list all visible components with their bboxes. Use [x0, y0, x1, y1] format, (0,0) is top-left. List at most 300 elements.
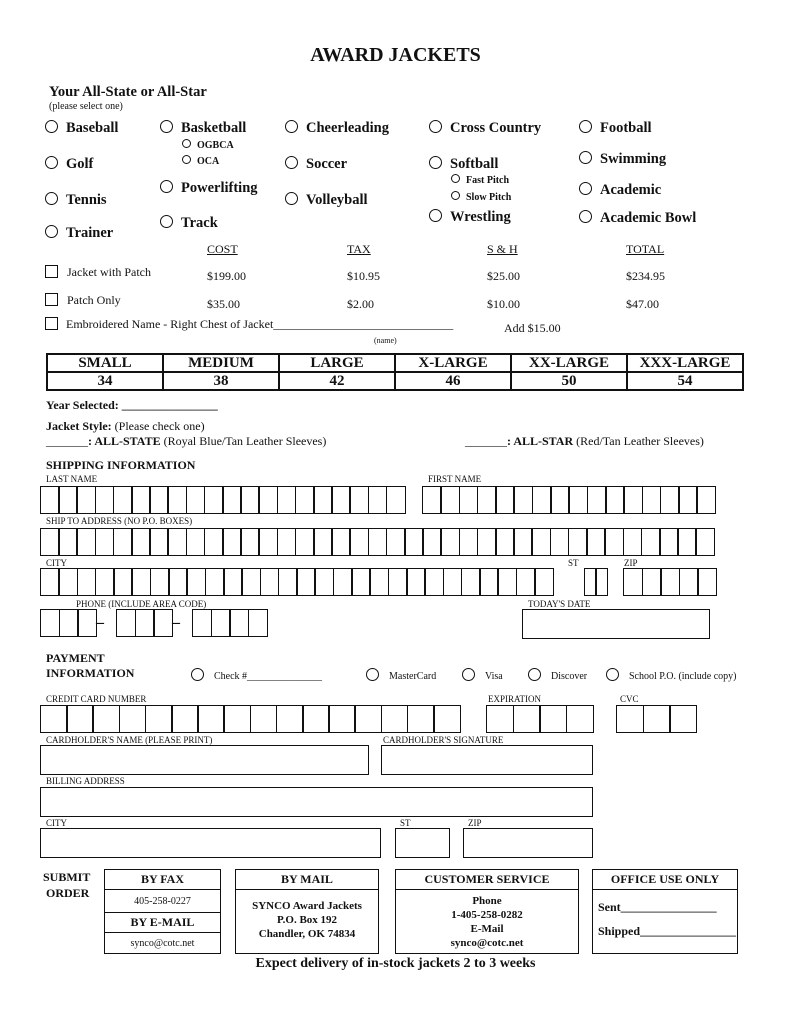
billing-address-label: BILLING ADDRESS: [46, 776, 125, 786]
size-large[interactable]: LARGE: [279, 354, 395, 372]
char-box[interactable]: [477, 486, 497, 514]
radio-icon[interactable]: [191, 668, 204, 681]
char-box[interactable]: [240, 528, 260, 556]
char-box[interactable]: [76, 528, 96, 556]
char-box[interactable]: [566, 705, 594, 733]
dash-icon: –: [96, 614, 104, 631]
radio-icon[interactable]: [45, 225, 58, 238]
char-box[interactable]: [513, 528, 533, 556]
char-box[interactable]: [40, 705, 68, 733]
char-box[interactable]: [302, 705, 330, 733]
char-box[interactable]: [204, 528, 224, 556]
by-fax-panel: [104, 869, 221, 954]
char-box[interactable]: [495, 528, 515, 556]
char-box[interactable]: [276, 705, 304, 733]
char-box[interactable]: [386, 528, 406, 556]
radio-icon[interactable]: [429, 120, 442, 133]
char-box[interactable]: [167, 486, 187, 514]
char-box[interactable]: [168, 568, 188, 596]
expiration-boxes[interactable]: [486, 705, 592, 733]
phone-number: 1-405-258-0282: [451, 909, 523, 921]
char-box[interactable]: [660, 568, 680, 596]
expiration-label: EXPIRATION: [488, 694, 541, 704]
payment-heading: PAYMENT: [46, 651, 105, 665]
size-number: 54: [627, 372, 743, 390]
char-box[interactable]: [386, 486, 406, 514]
char-box[interactable]: [59, 609, 79, 637]
option-wrestling[interactable]: Wrestling: [429, 209, 511, 226]
char-box[interactable]: [277, 486, 297, 514]
office-use-title: OFFICE USE ONLY: [593, 870, 737, 890]
option-basketball[interactable]: Basketball: [160, 120, 246, 137]
char-box[interactable]: [40, 486, 60, 514]
char-box[interactable]: [145, 705, 173, 733]
cardholder-signature-field[interactable]: [381, 745, 593, 775]
char-box[interactable]: [76, 486, 96, 514]
char-box[interactable]: [669, 705, 697, 733]
by-mail-title: BY MAIL: [236, 870, 378, 890]
by-fax-title: BY FAX: [105, 870, 220, 890]
char-box[interactable]: [349, 528, 369, 556]
size-number: 38: [163, 372, 279, 390]
radio-icon[interactable]: [606, 668, 619, 681]
char-box[interactable]: [205, 568, 225, 596]
jacket-cost: $199.00: [207, 269, 246, 283]
char-box[interactable]: [186, 528, 206, 556]
char-box[interactable]: [223, 705, 251, 733]
char-box[interactable]: [204, 486, 224, 514]
char-box[interactable]: [153, 609, 173, 637]
patch-tax: $2.00: [347, 297, 374, 311]
option-volleyball[interactable]: Volleyball: [285, 192, 368, 209]
dash-icon: –: [172, 614, 180, 631]
radio-icon[interactable]: [579, 210, 592, 223]
cvc-boxes[interactable]: [616, 705, 696, 733]
cardholder-name-field[interactable]: [40, 745, 369, 775]
char-box[interactable]: [95, 528, 115, 556]
email-label: E-Mail: [470, 923, 504, 935]
char-box[interactable]: [295, 486, 315, 514]
char-box[interactable]: [660, 486, 680, 514]
char-box[interactable]: [381, 705, 409, 733]
first-name-boxes[interactable]: [422, 486, 715, 514]
by-mail-panel: [235, 869, 379, 954]
char-box[interactable]: [222, 486, 242, 514]
char-box[interactable]: [211, 609, 231, 637]
jacket-with-patch-option[interactable]: Jacket with Patch: [45, 265, 151, 280]
char-box[interactable]: [440, 528, 460, 556]
char-box[interactable]: [422, 528, 442, 556]
char-box[interactable]: [604, 528, 624, 556]
char-box[interactable]: [135, 609, 155, 637]
char-box[interactable]: [313, 486, 333, 514]
header-tax: TAX: [347, 242, 371, 256]
char-box[interactable]: [113, 568, 133, 596]
size-number: 34: [47, 372, 163, 390]
char-box[interactable]: [422, 486, 442, 514]
phone-line-boxes[interactable]: [192, 609, 266, 637]
char-box[interactable]: [278, 568, 298, 596]
option-cross-country[interactable]: Cross Country: [429, 120, 541, 137]
char-box[interactable]: [333, 568, 353, 596]
option-powerlifting[interactable]: Powerlifting: [160, 180, 258, 197]
char-box[interactable]: [459, 486, 479, 514]
payment-heading-2: INFORMATION: [46, 666, 135, 680]
char-box[interactable]: [388, 568, 408, 596]
embroidered-price: Add $15.00: [504, 321, 561, 335]
char-box[interactable]: [539, 705, 567, 733]
char-box[interactable]: [66, 705, 94, 733]
char-box[interactable]: [241, 568, 261, 596]
patch-cost: $35.00: [207, 297, 240, 311]
radio-icon[interactable]: [160, 215, 173, 228]
char-box[interactable]: [513, 486, 533, 514]
radio-icon[interactable]: [579, 120, 592, 133]
size-table: [46, 353, 744, 391]
billing-state-field[interactable]: [395, 828, 450, 858]
option-slow-pitch[interactable]: Slow Pitch: [451, 191, 511, 203]
char-box[interactable]: [623, 528, 643, 556]
char-box[interactable]: [407, 705, 435, 733]
char-box[interactable]: [479, 568, 499, 596]
char-box[interactable]: [605, 486, 625, 514]
option-football[interactable]: Football: [579, 120, 652, 137]
size-xxx-large[interactable]: XXX-LARGE: [627, 354, 743, 372]
char-box[interactable]: [296, 568, 316, 596]
cvc-label: CVC: [620, 694, 639, 704]
char-box[interactable]: [568, 528, 588, 556]
option-fast-pitch[interactable]: Fast Pitch: [451, 174, 509, 186]
phone-area-boxes[interactable]: [40, 609, 96, 637]
address-label: SHIP TO ADDRESS (NO P.O. BOXES): [46, 516, 193, 526]
char-box[interactable]: [131, 528, 151, 556]
checkbox[interactable]: [45, 265, 58, 278]
radio-icon[interactable]: [160, 180, 173, 193]
fax-number: 405-258-0227: [134, 896, 191, 907]
char-box[interactable]: [150, 568, 170, 596]
billing-city-field[interactable]: [40, 828, 381, 858]
char-box[interactable]: [678, 486, 698, 514]
sent-field[interactable]: ________________: [620, 900, 717, 914]
all-star-option[interactable]: _______: ALL-STAR (Red/Tan Leather Sleeves): [465, 434, 704, 448]
all-state-field[interactable]: _______: [46, 434, 88, 448]
char-box[interactable]: [459, 528, 479, 556]
char-box[interactable]: [695, 528, 715, 556]
char-box[interactable]: [171, 705, 199, 733]
char-box[interactable]: [349, 486, 369, 514]
radio-icon[interactable]: [528, 668, 541, 681]
cardholder-signature-label: CARDHOLDER'S SIGNATURE: [383, 735, 504, 745]
char-box[interactable]: [116, 609, 136, 637]
char-box[interactable]: [77, 609, 97, 637]
radio-icon[interactable]: [579, 182, 592, 195]
char-box[interactable]: [697, 568, 717, 596]
char-box[interactable]: [477, 528, 497, 556]
by-email-title: BY E-MAIL: [105, 912, 220, 933]
char-box[interactable]: [167, 528, 187, 556]
option-academic[interactable]: Academic: [579, 182, 661, 199]
shipped-field[interactable]: ________________: [640, 924, 737, 938]
option-soccer[interactable]: Soccer: [285, 156, 347, 173]
char-box[interactable]: [433, 705, 461, 733]
char-box[interactable]: [531, 528, 551, 556]
char-box[interactable]: [513, 705, 541, 733]
char-box[interactable]: [58, 486, 78, 514]
pay-discover-option[interactable]: Discover: [528, 668, 587, 682]
option-cheerleading[interactable]: Cheerleading: [285, 120, 389, 137]
checkbox[interactable]: [45, 317, 58, 330]
char-box[interactable]: [113, 486, 133, 514]
header-sh: S & H: [487, 242, 518, 256]
option-tennis[interactable]: Tennis: [45, 192, 107, 209]
billing-zip-label: ZIP: [468, 818, 482, 828]
char-box[interactable]: [351, 568, 371, 596]
char-box[interactable]: [229, 609, 249, 637]
shipped-row: Shipped________________: [598, 924, 737, 938]
radio-icon[interactable]: [182, 155, 191, 164]
radio-icon[interactable]: [366, 668, 379, 681]
patch-total: $47.00: [626, 297, 659, 311]
char-box[interactable]: [258, 486, 278, 514]
option-baseball[interactable]: Baseball: [45, 120, 118, 137]
patch-only-option[interactable]: Patch Only: [45, 293, 121, 308]
radio-icon[interactable]: [429, 156, 442, 169]
header-cost: COST: [207, 242, 238, 256]
fax-email: synco@cotc.net: [130, 938, 195, 949]
char-box[interactable]: [186, 568, 206, 596]
zip-boxes[interactable]: [623, 568, 716, 596]
mail-line-1: SYNCO Award Jackets: [252, 900, 362, 912]
shipping-heading: SHIPPING INFORMATION: [46, 458, 196, 472]
office-use-panel: [592, 869, 738, 954]
char-box[interactable]: [113, 528, 133, 556]
size-number: 50: [511, 372, 627, 390]
char-box[interactable]: [223, 568, 243, 596]
radio-icon[interactable]: [429, 209, 442, 222]
zip-label: ZIP: [624, 558, 638, 568]
char-box[interactable]: [616, 705, 644, 733]
char-box[interactable]: [40, 528, 60, 556]
char-box[interactable]: [568, 486, 588, 514]
option-softball[interactable]: Softball: [429, 156, 498, 173]
char-box[interactable]: [92, 705, 120, 733]
last-name-label: LAST NAME: [46, 474, 98, 484]
option-golf[interactable]: Golf: [45, 156, 93, 173]
char-box[interactable]: [131, 486, 151, 514]
char-box[interactable]: [595, 568, 608, 596]
todays-date-field[interactable]: [522, 609, 710, 639]
embroidered-name-field[interactable]: ______________________________: [273, 317, 454, 331]
all-state-option[interactable]: _______: ALL-STATE (Royal Blue/Tan Leather Sleeves): [46, 434, 327, 448]
radio-icon[interactable]: [285, 120, 298, 133]
radio-icon[interactable]: [451, 191, 460, 200]
char-box[interactable]: [240, 486, 260, 514]
char-box[interactable]: [643, 705, 671, 733]
pay-check-option[interactable]: Check #_______________: [191, 668, 322, 682]
char-box[interactable]: [368, 528, 388, 556]
char-box[interactable]: [516, 568, 536, 596]
char-box[interactable]: [192, 609, 212, 637]
size-small[interactable]: SMALL: [47, 354, 163, 372]
first-name-label: FIRST NAME: [428, 474, 482, 484]
char-box[interactable]: [95, 486, 115, 514]
check-number-field[interactable]: _______________: [247, 671, 323, 682]
char-box[interactable]: [149, 486, 169, 514]
city-label: CITY: [46, 558, 67, 568]
city-boxes[interactable]: [40, 568, 552, 596]
char-box[interactable]: [131, 568, 151, 596]
size-x-large[interactable]: X-LARGE: [395, 354, 511, 372]
char-box[interactable]: [486, 705, 514, 733]
billing-st-label: ST: [400, 818, 411, 828]
char-box[interactable]: [550, 528, 570, 556]
char-box[interactable]: [497, 568, 517, 596]
char-box[interactable]: [248, 609, 268, 637]
selection-note: (please select one): [49, 101, 123, 112]
radio-icon[interactable]: [285, 192, 298, 205]
char-box[interactable]: [40, 568, 60, 596]
mail-line-2: P.O. Box 192: [276, 914, 338, 926]
radio-icon[interactable]: [579, 151, 592, 164]
char-box[interactable]: [641, 528, 661, 556]
char-box[interactable]: [95, 568, 115, 596]
billing-address-field[interactable]: [40, 787, 593, 817]
header-total: TOTAL: [626, 242, 665, 256]
radio-icon[interactable]: [462, 668, 475, 681]
selection-heading: Your All-State or All-Star: [49, 84, 207, 100]
char-box[interactable]: [696, 486, 716, 514]
card-number-boxes[interactable]: [40, 705, 459, 733]
char-box[interactable]: [532, 486, 552, 514]
option-ogbca[interactable]: OGBCA: [182, 139, 234, 151]
char-box[interactable]: [443, 568, 463, 596]
option-swimming[interactable]: Swimming: [579, 151, 666, 168]
char-box[interactable]: [331, 528, 351, 556]
pay-school-po-option[interactable]: School P.O. (include copy): [606, 668, 737, 682]
billing-city-label: CITY: [46, 818, 67, 828]
char-box[interactable]: [406, 568, 426, 596]
size-number: 42: [279, 372, 395, 390]
char-box[interactable]: [495, 486, 515, 514]
char-box[interactable]: [77, 568, 97, 596]
jacket-total: $234.95: [626, 269, 665, 283]
state-boxes[interactable]: [584, 568, 606, 596]
submit-heading-2: ORDER: [46, 886, 90, 900]
phone-prefix-boxes[interactable]: [116, 609, 172, 637]
char-box[interactable]: [424, 568, 444, 596]
billing-zip-field[interactable]: [463, 828, 593, 858]
radio-icon[interactable]: [45, 156, 58, 169]
char-box[interactable]: [258, 528, 278, 556]
option-academic-bowl[interactable]: Academic Bowl: [579, 210, 696, 227]
size-number: 46: [395, 372, 511, 390]
checkbox[interactable]: [45, 293, 58, 306]
option-oca[interactable]: OCA: [182, 155, 219, 167]
radio-icon[interactable]: [285, 156, 298, 169]
option-trainer[interactable]: Trainer: [45, 225, 113, 242]
address-boxes[interactable]: [40, 528, 714, 556]
customer-service-panel: [395, 869, 579, 954]
todays-date-label: TODAY'S DATE: [528, 599, 591, 609]
embroidered-option[interactable]: Embroidered Name - Right Chest of Jacket______________________________: [45, 317, 453, 332]
st-label: ST: [568, 558, 579, 568]
sent-row: Sent________________: [598, 900, 717, 914]
char-box[interactable]: [369, 568, 389, 596]
last-name-boxes[interactable]: [40, 486, 404, 514]
jacket-style: Jacket Style: (Please check one): [46, 419, 205, 433]
char-box[interactable]: [331, 486, 351, 514]
phone-label: PHONE (INCLUDE AREA CODE): [76, 599, 207, 609]
char-box[interactable]: [250, 705, 278, 733]
jacket-sh: $25.00: [487, 269, 520, 283]
char-box[interactable]: [623, 568, 643, 596]
radio-icon[interactable]: [451, 174, 460, 183]
size-medium[interactable]: MEDIUM: [163, 354, 279, 372]
char-box[interactable]: [677, 528, 697, 556]
char-box[interactable]: [659, 528, 679, 556]
char-box[interactable]: [260, 568, 280, 596]
radio-icon[interactable]: [45, 192, 58, 205]
char-box[interactable]: [642, 486, 662, 514]
cs-email: synco@cotc.net: [450, 937, 524, 949]
char-box[interactable]: [295, 528, 315, 556]
year-selected-field[interactable]: ________________: [121, 398, 218, 412]
size-xx-large[interactable]: XX-LARGE: [511, 354, 627, 372]
char-box[interactable]: [550, 486, 570, 514]
char-box[interactable]: [313, 528, 333, 556]
page-title: AWARD JACKETS: [310, 44, 481, 66]
char-box[interactable]: [354, 705, 382, 733]
char-box[interactable]: [679, 568, 699, 596]
cardholder-name-label: CARDHOLDER'S NAME (PLEASE PRINT): [46, 735, 213, 745]
mail-line-3: Chandler, OK 74834: [258, 928, 356, 940]
jacket-tax: $10.95: [347, 269, 380, 283]
char-box[interactable]: [440, 486, 460, 514]
char-box[interactable]: [222, 528, 242, 556]
patch-sh: $10.00: [487, 297, 520, 311]
char-box[interactable]: [149, 528, 169, 556]
customer-service-title: CUSTOMER SERVICE: [396, 870, 578, 890]
radio-icon[interactable]: [160, 120, 173, 133]
char-box[interactable]: [40, 609, 60, 637]
char-box[interactable]: [404, 528, 424, 556]
radio-icon[interactable]: [182, 139, 191, 148]
char-box[interactable]: [58, 528, 78, 556]
char-box[interactable]: [314, 568, 334, 596]
radio-icon[interactable]: [45, 120, 58, 133]
pay-mastercard-option[interactable]: MasterCard: [366, 668, 436, 682]
phone-label: Phone: [472, 895, 502, 907]
char-box[interactable]: [587, 486, 607, 514]
char-box[interactable]: [277, 528, 297, 556]
char-box[interactable]: [119, 705, 147, 733]
submit-heading: SUBMIT: [43, 870, 91, 884]
char-box[interactable]: [642, 568, 662, 596]
char-box[interactable]: [368, 486, 388, 514]
all-star-field[interactable]: _______: [465, 434, 507, 448]
char-box[interactable]: [461, 568, 481, 596]
char-box[interactable]: [186, 486, 206, 514]
char-box[interactable]: [197, 705, 225, 733]
char-box[interactable]: [58, 568, 78, 596]
char-box[interactable]: [534, 568, 554, 596]
pay-visa-option[interactable]: Visa: [462, 668, 503, 682]
char-box[interactable]: [586, 528, 606, 556]
delivery-note: Expect delivery of in-stock jackets 2 to 3 weeks: [255, 956, 536, 971]
option-track[interactable]: Track: [160, 215, 218, 232]
char-box[interactable]: [623, 486, 643, 514]
char-box[interactable]: [328, 705, 356, 733]
